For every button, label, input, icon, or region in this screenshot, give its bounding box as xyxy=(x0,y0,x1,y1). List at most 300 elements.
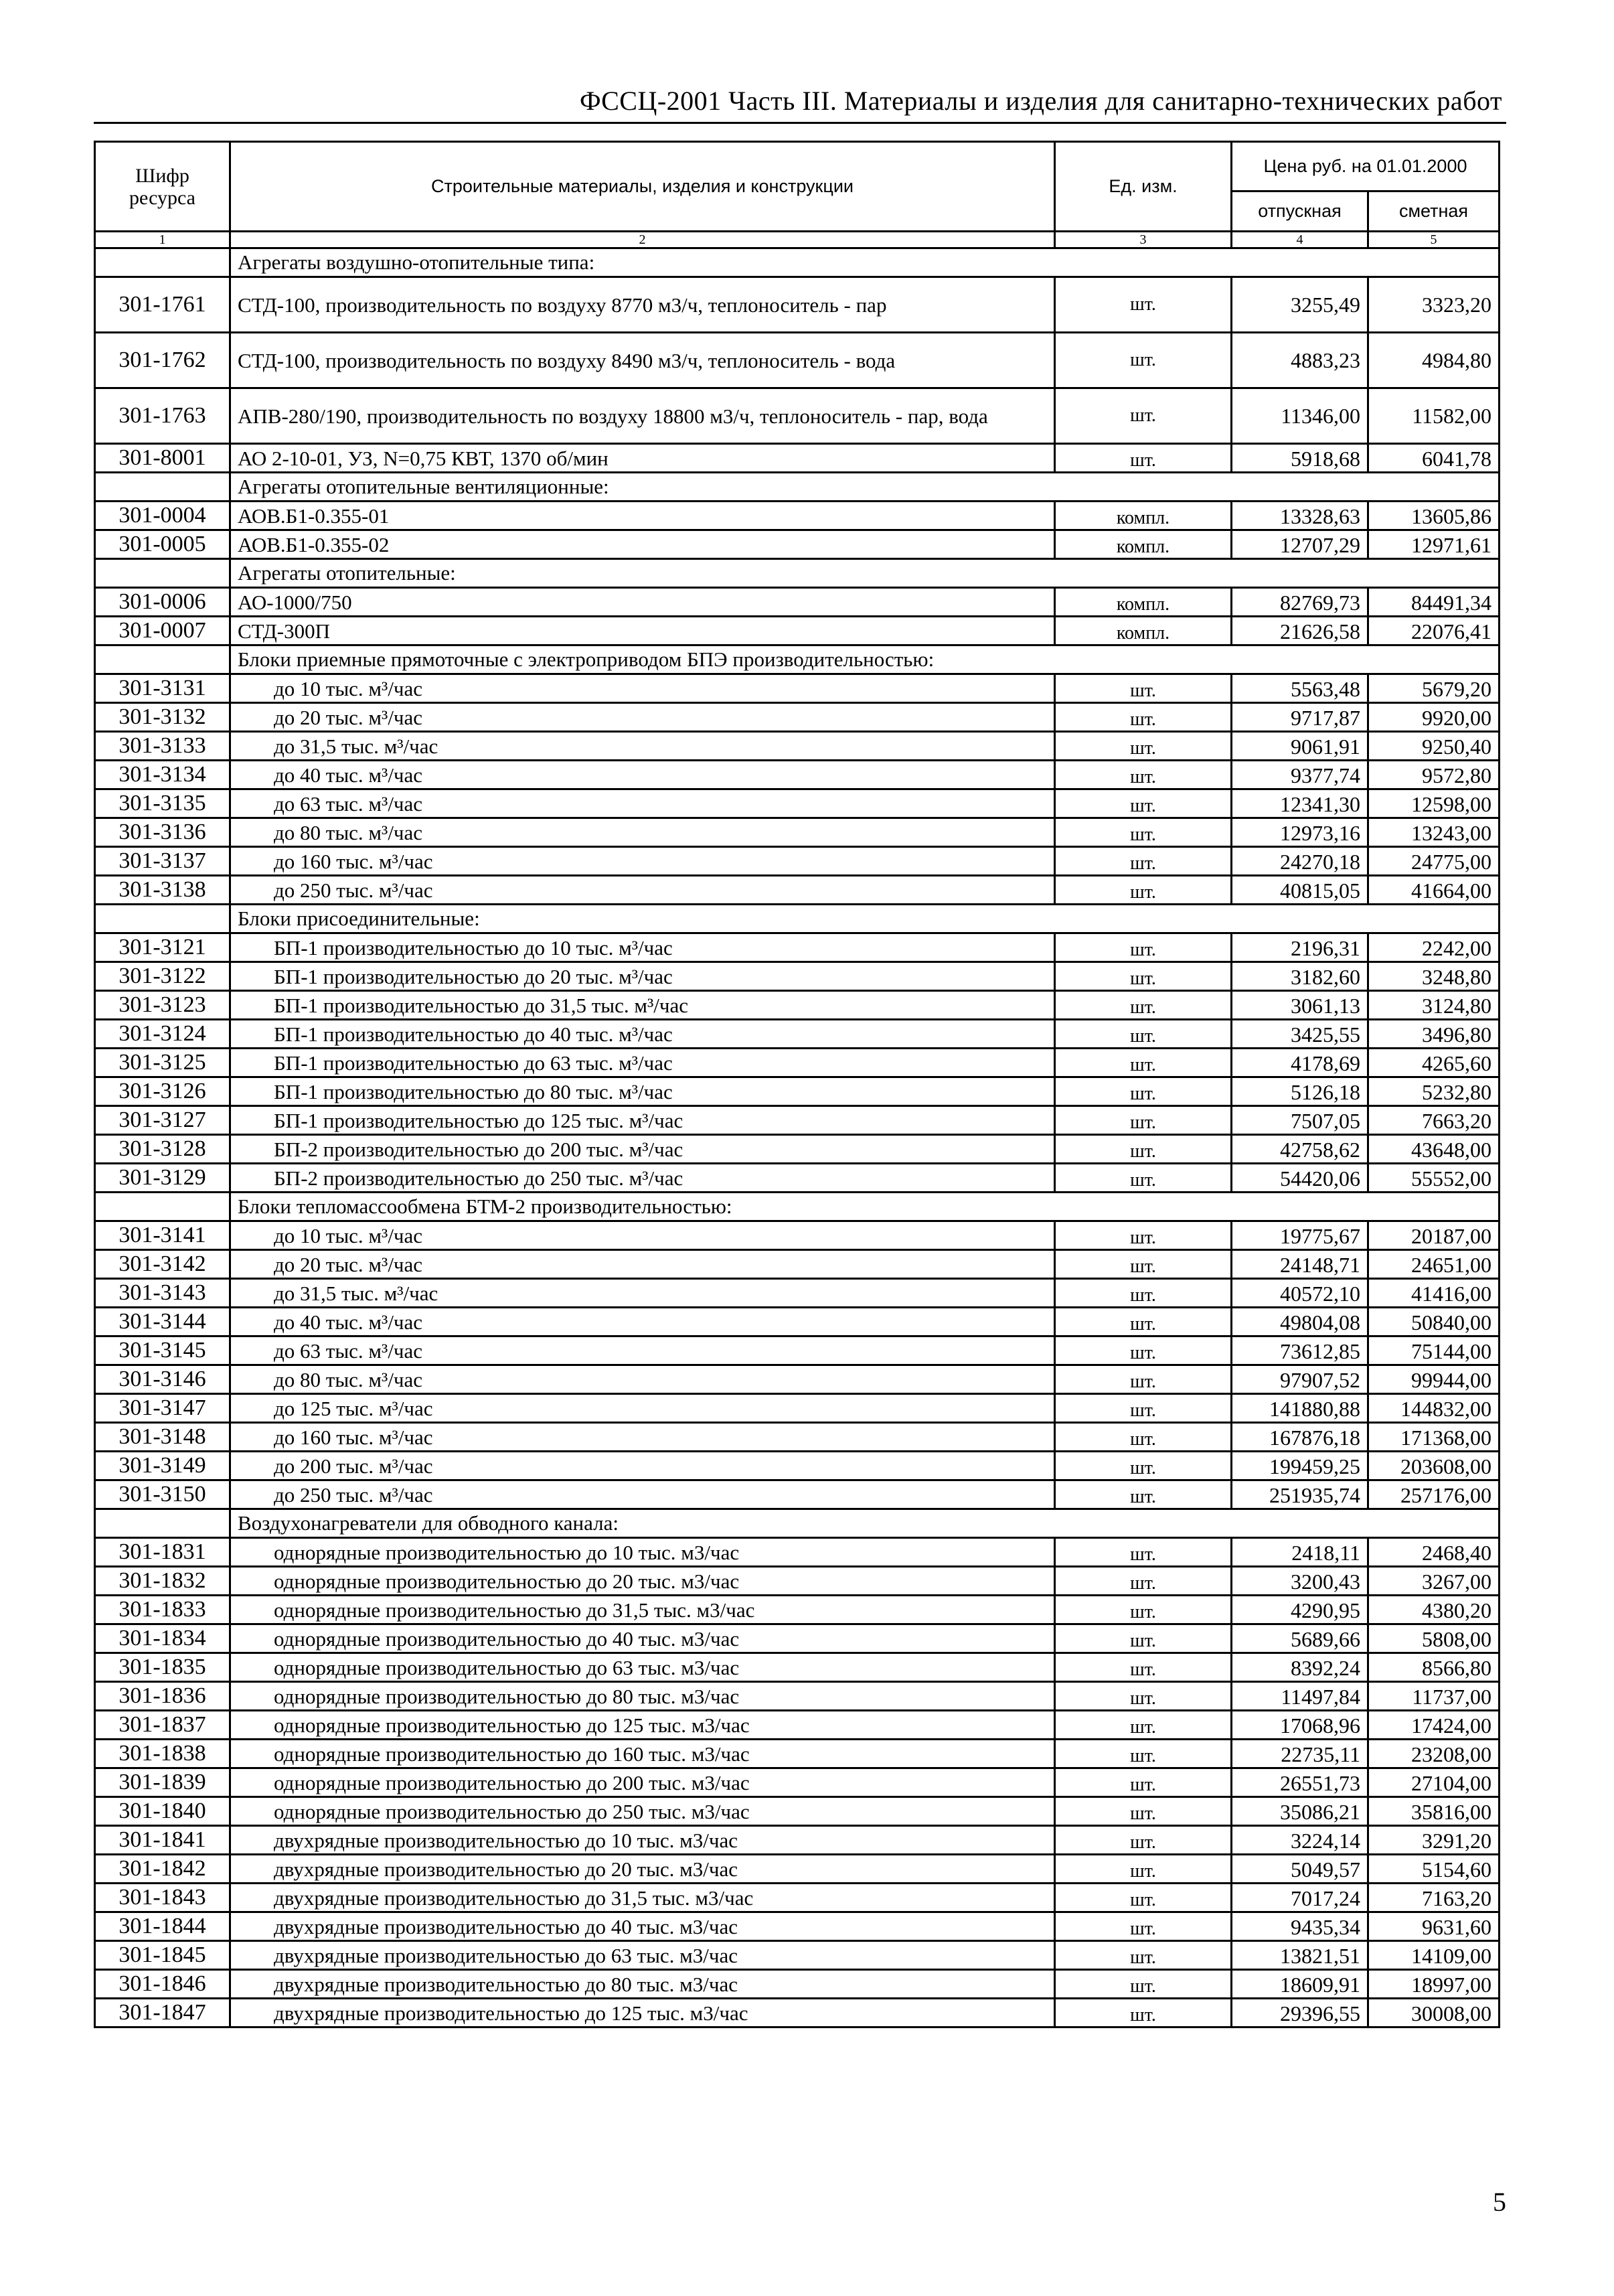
estimate-price: 41664,00 xyxy=(1368,876,1500,905)
table-row xyxy=(95,1423,1500,1452)
header-code: Шифр ресурса xyxy=(95,142,230,232)
unit: шт. xyxy=(1055,1365,1232,1394)
estimate-price: 13605,86 xyxy=(1368,502,1500,530)
estimate-price: 9631,60 xyxy=(1368,1912,1500,1941)
table-row xyxy=(95,818,1500,847)
release-price: 12707,29 xyxy=(1232,530,1368,559)
resource-code: 301-3147 xyxy=(95,1394,230,1423)
unit: шт. xyxy=(1055,933,1232,962)
estimate-price: 171368,00 xyxy=(1368,1423,1500,1452)
table-row xyxy=(95,761,1500,789)
table-row xyxy=(95,1365,1500,1394)
unit: шт. xyxy=(1055,1567,1232,1596)
unit: шт. xyxy=(1055,1336,1232,1365)
table-row xyxy=(95,1452,1500,1480)
header-estimate-price: сметная xyxy=(1368,192,1500,232)
group-title: Агрегаты воздушно-отопительные типа: xyxy=(230,248,1500,277)
estimate-price: 4265,60 xyxy=(1368,1049,1500,1077)
table-row xyxy=(95,1768,1500,1797)
resource-code: 301-1835 xyxy=(95,1653,230,1682)
resource-code: 301-3126 xyxy=(95,1077,230,1106)
material-name: однорядные производительностью до 160 тыс. м3/час xyxy=(230,1740,1055,1768)
col-number: 3 xyxy=(1055,232,1232,248)
resource-code: 301-0007 xyxy=(95,617,230,645)
unit: шт. xyxy=(1055,1653,1232,1682)
estimate-price: 2468,40 xyxy=(1368,1538,1500,1567)
resource-code: 301-3135 xyxy=(95,789,230,818)
release-price: 3200,43 xyxy=(1232,1567,1368,1596)
estimate-price: 30008,00 xyxy=(1368,1999,1500,2027)
table-row xyxy=(95,502,1500,530)
release-price: 13821,51 xyxy=(1232,1941,1368,1970)
table-row xyxy=(95,388,1500,444)
table-row xyxy=(95,1912,1500,1941)
unit: шт. xyxy=(1055,1308,1232,1336)
table-row xyxy=(95,1970,1500,1999)
group-header-row xyxy=(95,559,1500,588)
group-title: Блоки тепломассообмена БТМ-2 производительностью: xyxy=(230,1193,1500,1221)
unit: шт. xyxy=(1055,1279,1232,1308)
release-price: 24270,18 xyxy=(1232,847,1368,876)
table-row xyxy=(95,1250,1500,1279)
release-price: 24148,71 xyxy=(1232,1250,1368,1279)
group-header-row xyxy=(95,905,1500,933)
resource-code: 301-1839 xyxy=(95,1768,230,1797)
material-name: двухрядные производительностью до 31,5 тыс. м3/час xyxy=(230,1884,1055,1912)
resource-code: 301-0005 xyxy=(95,530,230,559)
release-price: 11346,00 xyxy=(1232,388,1368,444)
material-name: до 31,5 тыс. м³/час xyxy=(230,732,1055,761)
release-price: 82769,73 xyxy=(1232,588,1368,617)
estimate-price: 11582,00 xyxy=(1368,388,1500,444)
unit: шт. xyxy=(1055,789,1232,818)
material-name: БП-2 производительностью до 200 тыс. м³/час xyxy=(230,1135,1055,1164)
resource-code: 301-3143 xyxy=(95,1279,230,1308)
unit: шт. xyxy=(1055,732,1232,761)
resource-code: 301-3131 xyxy=(95,674,230,703)
release-price: 17068,96 xyxy=(1232,1711,1368,1740)
material-name: БП-1 производительностью до 63 тыс. м³/час xyxy=(230,1049,1055,1077)
resource-code: 301-1833 xyxy=(95,1596,230,1624)
release-price: 5049,57 xyxy=(1232,1855,1368,1884)
resource-code: 301-1845 xyxy=(95,1941,230,1970)
release-price: 26551,73 xyxy=(1232,1768,1368,1797)
release-price: 8392,24 xyxy=(1232,1653,1368,1682)
release-price: 13328,63 xyxy=(1232,502,1368,530)
material-name: СТД-100, производительность по воздуху 8490 м3/ч, теплоноситель - вода xyxy=(230,333,1055,388)
resource-code: 301-0004 xyxy=(95,502,230,530)
unit: компл. xyxy=(1055,530,1232,559)
table-row xyxy=(95,1999,1500,2027)
release-price: 3255,49 xyxy=(1232,277,1368,333)
release-price: 5126,18 xyxy=(1232,1077,1368,1106)
resource-code: 301-3138 xyxy=(95,876,230,905)
table-row xyxy=(95,1077,1500,1106)
estimate-price: 9920,00 xyxy=(1368,703,1500,732)
material-name: до 10 тыс. м³/час xyxy=(230,1221,1055,1250)
table-row xyxy=(95,277,1500,333)
group-header-row xyxy=(95,645,1500,674)
table-row xyxy=(95,1567,1500,1596)
material-name: СТД-100, производительность по воздуху 8770 м3/ч, теплоноситель - пар xyxy=(230,277,1055,333)
material-name: двухрядные производительностью до 40 тыс. м3/час xyxy=(230,1912,1055,1941)
estimate-price: 7663,20 xyxy=(1368,1106,1500,1135)
page-title: ФССЦ-2001 Часть III. Материалы и изделия для санитарно-технических работ xyxy=(580,86,1502,116)
group-code-cell xyxy=(95,248,230,277)
col-number: 5 xyxy=(1368,232,1500,248)
group-title: Блоки присоединительные: xyxy=(230,905,1500,933)
table-row xyxy=(95,1480,1500,1509)
table-row xyxy=(95,732,1500,761)
release-price: 199459,25 xyxy=(1232,1452,1368,1480)
estimate-price: 23208,00 xyxy=(1368,1740,1500,1768)
group-code-cell xyxy=(95,473,230,502)
resource-code: 301-3145 xyxy=(95,1336,230,1365)
unit: шт. xyxy=(1055,1452,1232,1480)
estimate-price: 3496,80 xyxy=(1368,1020,1500,1049)
material-name: АПВ-280/190, производительность по воздуху 18800 м3/ч, теплоноситель - пар, вода xyxy=(230,388,1055,444)
resource-code: 301-3142 xyxy=(95,1250,230,1279)
estimate-price: 5679,20 xyxy=(1368,674,1500,703)
group-code-cell xyxy=(95,1509,230,1538)
release-price: 5918,68 xyxy=(1232,444,1368,473)
material-name: до 80 тыс. м³/час xyxy=(230,1365,1055,1394)
estimate-price: 13243,00 xyxy=(1368,818,1500,847)
resource-code: 301-0006 xyxy=(95,588,230,617)
resource-code: 301-1831 xyxy=(95,1538,230,1567)
resource-code: 301-3123 xyxy=(95,991,230,1020)
release-price: 22735,11 xyxy=(1232,1740,1368,1768)
resource-code: 301-1841 xyxy=(95,1826,230,1855)
unit: шт. xyxy=(1055,1049,1232,1077)
resource-code: 301-1836 xyxy=(95,1682,230,1711)
resource-code: 301-3133 xyxy=(95,732,230,761)
material-name: до 160 тыс. м³/час xyxy=(230,1423,1055,1452)
estimate-price: 43648,00 xyxy=(1368,1135,1500,1164)
resource-code: 301-1763 xyxy=(95,388,230,444)
estimate-price: 75144,00 xyxy=(1368,1336,1500,1365)
resource-code: 301-1840 xyxy=(95,1797,230,1826)
release-price: 141880,88 xyxy=(1232,1394,1368,1423)
resource-code: 301-3141 xyxy=(95,1221,230,1250)
estimate-price: 3323,20 xyxy=(1368,277,1500,333)
table-row xyxy=(95,1711,1500,1740)
unit: шт. xyxy=(1055,1250,1232,1279)
group-title: Агрегаты отопительные: xyxy=(230,559,1500,588)
estimate-price: 24651,00 xyxy=(1368,1250,1500,1279)
unit: шт. xyxy=(1055,277,1232,333)
estimate-price: 11737,00 xyxy=(1368,1682,1500,1711)
release-price: 29396,55 xyxy=(1232,1999,1368,2027)
table-row xyxy=(95,1855,1500,1884)
estimate-price: 55552,00 xyxy=(1368,1164,1500,1193)
material-name: однорядные производительностью до 200 тыс. м3/час xyxy=(230,1768,1055,1797)
release-price: 54420,06 xyxy=(1232,1164,1368,1193)
material-name: до 20 тыс. м³/час xyxy=(230,1250,1055,1279)
col-number: 4 xyxy=(1232,232,1368,248)
unit: шт. xyxy=(1055,1077,1232,1106)
table-row xyxy=(95,1164,1500,1193)
estimate-price: 35816,00 xyxy=(1368,1797,1500,1826)
unit: шт. xyxy=(1055,703,1232,732)
unit: компл. xyxy=(1055,588,1232,617)
resource-code: 301-3128 xyxy=(95,1135,230,1164)
unit: шт. xyxy=(1055,1624,1232,1653)
material-name: до 20 тыс. м³/час xyxy=(230,703,1055,732)
resource-code: 301-1844 xyxy=(95,1912,230,1941)
release-price: 4290,95 xyxy=(1232,1596,1368,1624)
resource-code: 301-3146 xyxy=(95,1365,230,1394)
resource-code: 301-1762 xyxy=(95,333,230,388)
release-price: 9061,91 xyxy=(1232,732,1368,761)
estimate-price: 144832,00 xyxy=(1368,1394,1500,1423)
release-price: 11497,84 xyxy=(1232,1682,1368,1711)
table-row xyxy=(95,847,1500,876)
unit: шт. xyxy=(1055,1826,1232,1855)
unit: шт. xyxy=(1055,1797,1232,1826)
group-title: Воздухонагреватели для обводного канала: xyxy=(230,1509,1500,1538)
table-row xyxy=(95,617,1500,645)
material-name: до 31,5 тыс. м³/час xyxy=(230,1279,1055,1308)
material-name: двухрядные производительностью до 125 тыс. м3/час xyxy=(230,1999,1055,2027)
estimate-price: 6041,78 xyxy=(1368,444,1500,473)
resource-code: 301-1842 xyxy=(95,1855,230,1884)
price-table xyxy=(94,141,1500,2028)
unit: шт. xyxy=(1055,818,1232,847)
material-name: до 63 тыс. м³/час xyxy=(230,1336,1055,1365)
material-name: двухрядные производительностью до 80 тыс. м3/час xyxy=(230,1970,1055,1999)
unit: шт. xyxy=(1055,388,1232,444)
page-header xyxy=(94,80,1506,124)
material-name: двухрядные производительностью до 10 тыс. м3/час xyxy=(230,1826,1055,1855)
table-row xyxy=(95,1336,1500,1365)
resource-code: 301-3132 xyxy=(95,703,230,732)
release-price: 3061,13 xyxy=(1232,991,1368,1020)
table-row xyxy=(95,1020,1500,1049)
material-name: однорядные производительностью до 80 тыс. м3/час xyxy=(230,1682,1055,1711)
resource-code: 301-3149 xyxy=(95,1452,230,1480)
material-name: СТД-300П xyxy=(230,617,1055,645)
release-price: 18609,91 xyxy=(1232,1970,1368,1999)
release-price: 9717,87 xyxy=(1232,703,1368,732)
release-price: 5563,48 xyxy=(1232,674,1368,703)
table-row xyxy=(95,1740,1500,1768)
material-name: двухрядные производительностью до 20 тыс. м3/час xyxy=(230,1855,1055,1884)
group-title: Агрегаты отопительные вентиляционные: xyxy=(230,473,1500,502)
table-row xyxy=(95,1135,1500,1164)
release-price: 21626,58 xyxy=(1232,617,1368,645)
estimate-price: 3248,80 xyxy=(1368,962,1500,991)
resource-code: 301-3137 xyxy=(95,847,230,876)
release-price: 97907,52 xyxy=(1232,1365,1368,1394)
unit: шт. xyxy=(1055,847,1232,876)
column-number-row xyxy=(95,232,1500,248)
table-row xyxy=(95,962,1500,991)
release-price: 42758,62 xyxy=(1232,1135,1368,1164)
material-name: БП-1 производительностью до 20 тыс. м³/час xyxy=(230,962,1055,991)
table-row xyxy=(95,1394,1500,1423)
unit: шт. xyxy=(1055,1970,1232,1999)
col-number: 2 xyxy=(230,232,1055,248)
material-name: БП-1 производительностью до 31,5 тыс. м³/час xyxy=(230,991,1055,1020)
unit: шт. xyxy=(1055,1106,1232,1135)
resource-code: 301-1834 xyxy=(95,1624,230,1653)
group-title: Блоки приемные прямоточные с электроприводом БПЭ производительностью: xyxy=(230,645,1500,674)
unit: шт. xyxy=(1055,991,1232,1020)
unit: компл. xyxy=(1055,502,1232,530)
material-name: однорядные производительностью до 125 тыс. м3/час xyxy=(230,1711,1055,1740)
release-price: 2196,31 xyxy=(1232,933,1368,962)
material-name: до 250 тыс. м³/час xyxy=(230,876,1055,905)
release-price: 2418,11 xyxy=(1232,1538,1368,1567)
release-price: 12341,30 xyxy=(1232,789,1368,818)
table-row xyxy=(95,1653,1500,1682)
table-row xyxy=(95,1884,1500,1912)
material-name: однорядные производительностью до 40 тыс. м3/час xyxy=(230,1624,1055,1653)
table-row xyxy=(95,588,1500,617)
material-name: БП-2 производительностью до 250 тыс. м³/час xyxy=(230,1164,1055,1193)
estimate-price: 99944,00 xyxy=(1368,1365,1500,1394)
resource-code: 301-8001 xyxy=(95,444,230,473)
resource-code: 301-3124 xyxy=(95,1020,230,1049)
resource-code: 301-1846 xyxy=(95,1970,230,1999)
unit: шт. xyxy=(1055,1480,1232,1509)
unit: шт. xyxy=(1055,1394,1232,1423)
unit: шт. xyxy=(1055,1711,1232,1740)
material-name: до 200 тыс. м³/час xyxy=(230,1452,1055,1480)
unit: шт. xyxy=(1055,962,1232,991)
material-name: БП-1 производительностью до 125 тыс. м³/час xyxy=(230,1106,1055,1135)
unit: шт. xyxy=(1055,1855,1232,1884)
resource-code: 301-1838 xyxy=(95,1740,230,1768)
estimate-price: 203608,00 xyxy=(1368,1452,1500,1480)
material-name: до 250 тыс. м³/час xyxy=(230,1480,1055,1509)
group-header-row xyxy=(95,1193,1500,1221)
estimate-price: 2242,00 xyxy=(1368,933,1500,962)
table-row xyxy=(95,1797,1500,1826)
resource-code: 301-3127 xyxy=(95,1106,230,1135)
table-row xyxy=(95,1682,1500,1711)
estimate-price: 17424,00 xyxy=(1368,1711,1500,1740)
unit: шт. xyxy=(1055,1221,1232,1250)
release-price: 167876,18 xyxy=(1232,1423,1368,1452)
table-row xyxy=(95,1538,1500,1567)
release-price: 40815,05 xyxy=(1232,876,1368,905)
estimate-price: 12971,61 xyxy=(1368,530,1500,559)
release-price: 73612,85 xyxy=(1232,1336,1368,1365)
release-price: 7507,05 xyxy=(1232,1106,1368,1135)
release-price: 251935,74 xyxy=(1232,1480,1368,1509)
table-row xyxy=(95,991,1500,1020)
release-price: 3182,60 xyxy=(1232,962,1368,991)
material-name: однорядные производительностью до 31,5 тыс. м3/час xyxy=(230,1596,1055,1624)
release-price: 3425,55 xyxy=(1232,1020,1368,1049)
unit: компл. xyxy=(1055,617,1232,645)
material-name: до 63 тыс. м³/час xyxy=(230,789,1055,818)
group-header-row xyxy=(95,1509,1500,1538)
table-body xyxy=(95,248,1500,2027)
resource-code: 301-3148 xyxy=(95,1423,230,1452)
release-price: 9435,34 xyxy=(1232,1912,1368,1941)
unit: шт. xyxy=(1055,1020,1232,1049)
table-row xyxy=(95,1279,1500,1308)
estimate-price: 9572,80 xyxy=(1368,761,1500,789)
table-row xyxy=(95,1596,1500,1624)
header-price-group: Цена руб. на 01.01.2000 xyxy=(1232,142,1500,192)
unit: шт. xyxy=(1055,1740,1232,1768)
estimate-price: 22076,41 xyxy=(1368,617,1500,645)
group-header-row xyxy=(95,473,1500,502)
release-price: 5689,66 xyxy=(1232,1624,1368,1653)
estimate-price: 20187,00 xyxy=(1368,1221,1500,1250)
unit: шт. xyxy=(1055,1999,1232,2027)
unit: шт. xyxy=(1055,1682,1232,1711)
material-name: однорядные производительностью до 250 тыс. м3/час xyxy=(230,1797,1055,1826)
release-price: 3224,14 xyxy=(1232,1826,1368,1855)
estimate-price: 41416,00 xyxy=(1368,1279,1500,1308)
table-row xyxy=(95,333,1500,388)
material-name: до 40 тыс. м³/час xyxy=(230,1308,1055,1336)
estimate-price: 50840,00 xyxy=(1368,1308,1500,1336)
table-row xyxy=(95,1221,1500,1250)
table-row xyxy=(95,1308,1500,1336)
header-unit: Ед. изм. xyxy=(1055,142,1232,232)
material-name: до 160 тыс. м³/час xyxy=(230,847,1055,876)
material-name: АО-1000/750 xyxy=(230,588,1055,617)
material-name: однорядные производительностью до 63 тыс. м3/час xyxy=(230,1653,1055,1682)
release-price: 9377,74 xyxy=(1232,761,1368,789)
estimate-price: 18997,00 xyxy=(1368,1970,1500,1999)
material-name: БП-1 производительностью до 40 тыс. м³/час xyxy=(230,1020,1055,1049)
table-row xyxy=(95,674,1500,703)
unit: шт. xyxy=(1055,876,1232,905)
material-name: до 80 тыс. м³/час xyxy=(230,818,1055,847)
resource-code: 301-3129 xyxy=(95,1164,230,1193)
unit: шт. xyxy=(1055,1164,1232,1193)
col-number: 1 xyxy=(95,232,230,248)
table-row xyxy=(95,444,1500,473)
unit: шт. xyxy=(1055,1941,1232,1970)
estimate-price: 8566,80 xyxy=(1368,1653,1500,1682)
release-price: 4883,23 xyxy=(1232,333,1368,388)
estimate-price: 3267,00 xyxy=(1368,1567,1500,1596)
estimate-price: 12598,00 xyxy=(1368,789,1500,818)
table-row xyxy=(95,876,1500,905)
resource-code: 301-3150 xyxy=(95,1480,230,1509)
unit: шт. xyxy=(1055,1884,1232,1912)
unit: шт. xyxy=(1055,1538,1232,1567)
release-price: 40572,10 xyxy=(1232,1279,1368,1308)
estimate-price: 5154,60 xyxy=(1368,1855,1500,1884)
estimate-price: 3291,20 xyxy=(1368,1826,1500,1855)
estimate-price: 4380,20 xyxy=(1368,1596,1500,1624)
header-release-price: отпускная xyxy=(1232,192,1368,232)
resource-code: 301-3122 xyxy=(95,962,230,991)
estimate-price: 3124,80 xyxy=(1368,991,1500,1020)
table-row xyxy=(95,1049,1500,1077)
material-name: двухрядные производительностью до 63 тыс. м3/час xyxy=(230,1941,1055,1970)
estimate-price: 5232,80 xyxy=(1368,1077,1500,1106)
table-row xyxy=(95,1826,1500,1855)
unit: шт. xyxy=(1055,761,1232,789)
release-price: 49804,08 xyxy=(1232,1308,1368,1336)
estimate-price: 24775,00 xyxy=(1368,847,1500,876)
header-material: Строительные материалы, изделия и конструкции xyxy=(230,142,1055,232)
estimate-price: 84491,34 xyxy=(1368,588,1500,617)
table-row xyxy=(95,789,1500,818)
unit: шт. xyxy=(1055,333,1232,388)
estimate-price: 5808,00 xyxy=(1368,1624,1500,1653)
